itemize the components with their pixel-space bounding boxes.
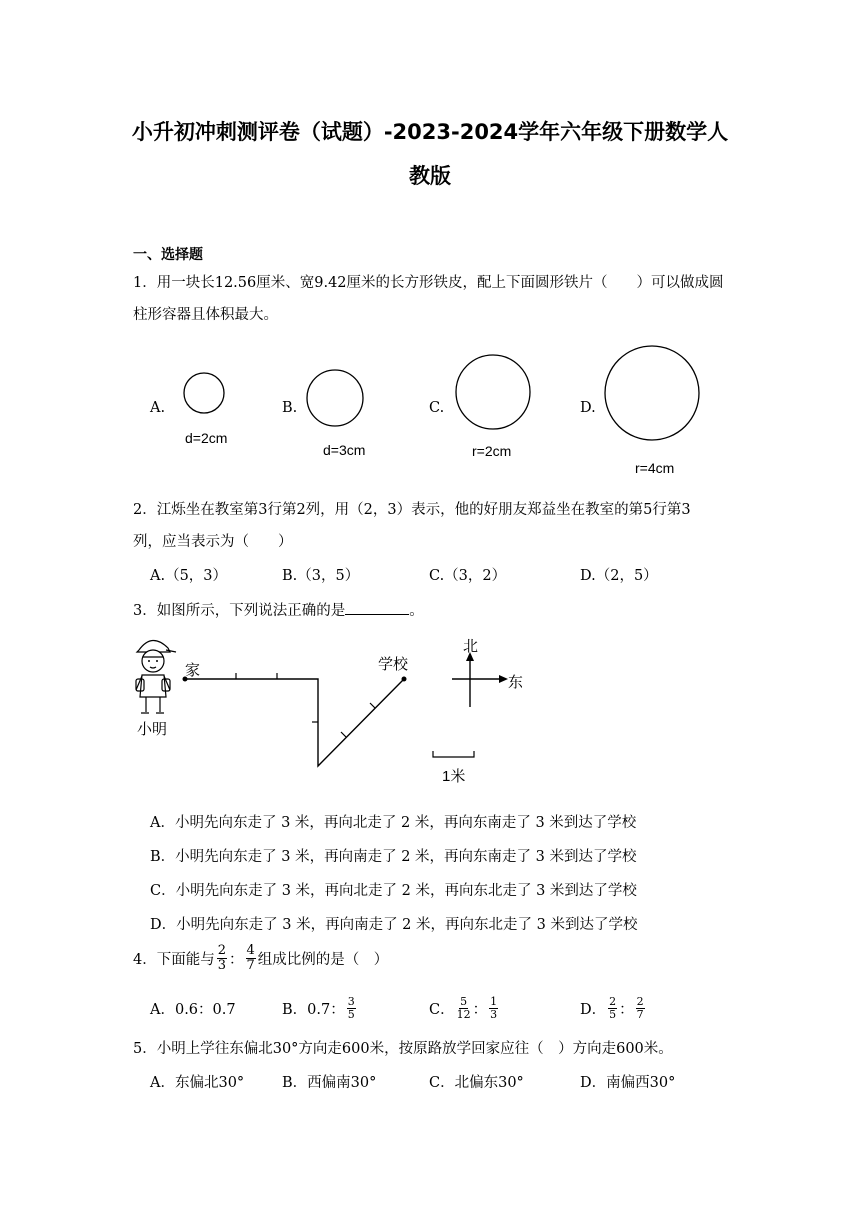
east-label: 东 — [508, 674, 524, 691]
q1-option-d-letter: D. — [580, 400, 596, 416]
denominator: 7 — [636, 1007, 644, 1021]
north-label: 北 — [463, 638, 479, 655]
q3-option-d: D．小明先向东走了 3 米，再向南走了 2 米，再向东北走了 3 米到达了学校 — [150, 917, 638, 933]
q4-option-a: A．0.6：0.7 — [150, 1001, 236, 1018]
q1-option-b-letter: B. — [282, 400, 298, 416]
q4-c-fraction-2 — [489, 996, 498, 1021]
numerator: 3 — [347, 994, 355, 1008]
q5-option-a: A．东偏北30° — [150, 1075, 245, 1091]
q1-option-b-caption: d=3cm — [323, 442, 366, 458]
q1-option-a-caption: d=2cm — [185, 430, 228, 446]
numerator: 2 — [217, 943, 227, 958]
q2-option-c: C.（3，2） — [429, 568, 507, 584]
doc-title-line2: 教版 — [409, 164, 451, 188]
section-heading: 一、选择题 — [133, 247, 203, 263]
q4-d-fraction-2 — [636, 996, 645, 1021]
person-label: 小明 — [137, 721, 168, 738]
boy-icon — [136, 640, 176, 713]
q2-stem-line1: 2．江烁坐在教室第3行第2列，用（2，3）表示，他的好朋友郑益坐在教室的第5行第3 — [133, 502, 691, 518]
q4-b-fraction — [347, 996, 356, 1021]
q1-option-a-letter: A. — [150, 400, 166, 416]
denominator: 7 — [246, 958, 255, 973]
q4-prefix: 4．下面能与 — [133, 952, 215, 968]
scale-bar — [433, 751, 474, 757]
route-path — [185, 679, 404, 766]
denominator: 3 — [217, 958, 227, 973]
q4-stem — [133, 944, 388, 973]
q1-stem-line2: 柱形容器且体积最大。 — [133, 307, 278, 323]
q3-stem-end: 。 — [409, 603, 424, 619]
east-arrow-icon — [499, 675, 508, 683]
school-point — [402, 677, 407, 682]
route-ticks — [236, 673, 375, 737]
q4-option-c — [429, 993, 500, 1023]
option-label: D． — [580, 1001, 607, 1018]
denominator: 5 — [609, 1007, 617, 1021]
q2-option-a: A.（5，3） — [150, 568, 228, 584]
q1-option-c-caption: r=2cm — [472, 443, 512, 459]
q5-option-b: B．西偏南30° — [282, 1075, 377, 1091]
q2-option-d: D.（2，5） — [580, 568, 658, 584]
q2-stem-line2: 列，应当表示为（ ） — [133, 534, 293, 550]
q5-option-c: C．北偏东30° — [429, 1075, 524, 1091]
option-label: C． — [429, 1001, 455, 1018]
q4-suffix: 组成比例的是（ ） — [257, 952, 389, 968]
q4-c-fraction-1 — [457, 996, 471, 1021]
numerator: 1 — [490, 994, 498, 1008]
home-label: 家 — [185, 662, 201, 679]
scale-label: 1米 — [442, 768, 466, 785]
q4-option-d — [580, 993, 647, 1023]
denominator: 5 — [347, 1007, 355, 1021]
q4-option-b — [282, 993, 358, 1023]
q3-option-a: A．小明先向东走了 3 米，再向北走了 2 米，再向东南走了 3 米到达了学校 — [150, 815, 637, 831]
school-label: 学校 — [378, 656, 409, 673]
numerator: 2 — [636, 994, 644, 1008]
q1-option-d-caption: r=4cm — [635, 460, 675, 476]
q3-stem-text: 3．如图所示，下列说法正确的是 — [133, 603, 346, 619]
q1-option-c-letter: C. — [429, 400, 445, 416]
q2-option-b: B.（3，5） — [282, 568, 360, 584]
q3-option-c: C．小明先向东走了 3 米，再向北走了 2 米，再向东北走了 3 米到达了学校 — [150, 883, 637, 899]
denominator: 12 — [456, 1007, 471, 1021]
q4-fraction-2 — [246, 944, 256, 973]
option-colon: ： — [619, 1001, 634, 1018]
q5-stem: 5．小明上学往东偏北30°方向走600米，按原路放学回家应往（ ）方向走600米。 — [133, 1041, 673, 1057]
denominator: 3 — [490, 1007, 498, 1021]
numerator: 2 — [609, 994, 617, 1008]
q1-stem-line1: 1．用一块长12.56厘米、宽9.42厘米的长方形铁皮，配上下面圆形铁片（ ）可以做成圆 — [133, 275, 724, 291]
q3-option-b: B．小明先向东走了 3 米，再向南走了 2 米，再向东南走了 3 米到达了学校 — [150, 849, 637, 865]
option-label: B．0.7： — [282, 1001, 345, 1018]
q4-d-fraction-1 — [608, 996, 617, 1021]
numerator: 4 — [246, 943, 255, 958]
option-colon: ： — [472, 1001, 488, 1018]
q4-colon: ： — [229, 952, 244, 968]
doc-title-line1: 小升初冲刺测评卷（试题）-2023-2024学年六年级下册数学人 — [131, 120, 729, 144]
q5-option-d: D．南偏西30° — [580, 1075, 676, 1091]
numerator: 5 — [460, 994, 468, 1008]
q4-fraction-1 — [217, 944, 227, 973]
compass — [452, 658, 502, 707]
